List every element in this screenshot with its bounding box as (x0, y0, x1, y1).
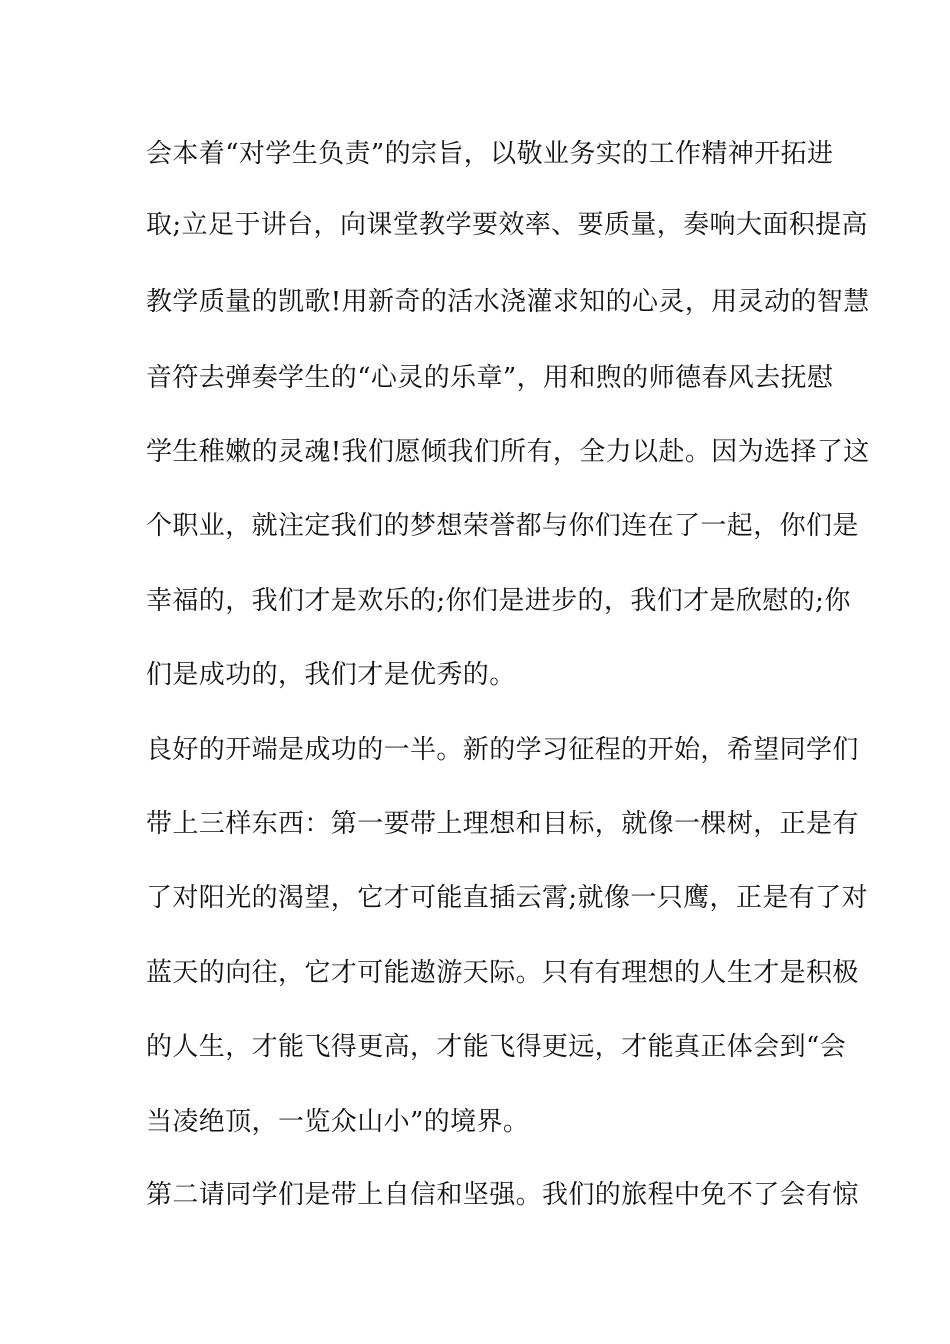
text-line: 教学质量的凯歌!用新奇的活水浇灌求知的心灵，用灵动的智慧 (146, 287, 870, 317)
text-line: 带上三样东西：第一要带上理想和目标，就像一棵树，正是有 (146, 809, 859, 839)
text-line: 音符去弹奏学生的“心灵的乐章”，用和煦的师德春风去抚慰 (146, 363, 834, 393)
text-line: 们是成功的，我们才是优秀的。 (146, 660, 516, 690)
text-line: 个职业，就注定我们的梦想荣誉都与你们连在了一起，你们是 (146, 511, 859, 541)
text-line: 取;立足于讲台，向课堂教学要效率、要质量，奏响大面积提高 (146, 210, 868, 240)
text-line: 幸福的，我们才是欢乐的;你们是进步的，我们才是欣慰的;你 (146, 586, 851, 616)
text-line: 蓝天的向往，它才可能遨游天际。只有有理想的人生才是积极 (146, 958, 859, 988)
text-line: 会本着“对学生负责”的宗旨，以敬业务实的工作精神开拓进 (146, 139, 834, 169)
text-line: 的人生，才能飞得更高，才能飞得更远，才能真正体会到“会 (146, 1032, 847, 1062)
text-line: 第二请同学们是带上自信和坚强。我们的旅程中免不了会有惊 (146, 1180, 859, 1210)
text-line: 学生稚嫩的灵魂!我们愿倾我们所有，全力以赴。因为选择了这 (146, 437, 870, 467)
text-line: 当凌绝顶，一览众山小”的境界。 (146, 1107, 530, 1137)
text-line: 了对阳光的渴望，它才可能直插云霄;就像一只鹰，正是有了对 (146, 883, 868, 913)
text-line: 良好的开端是成功的一半。新的学习征程的开始，希望同学们 (146, 735, 859, 765)
